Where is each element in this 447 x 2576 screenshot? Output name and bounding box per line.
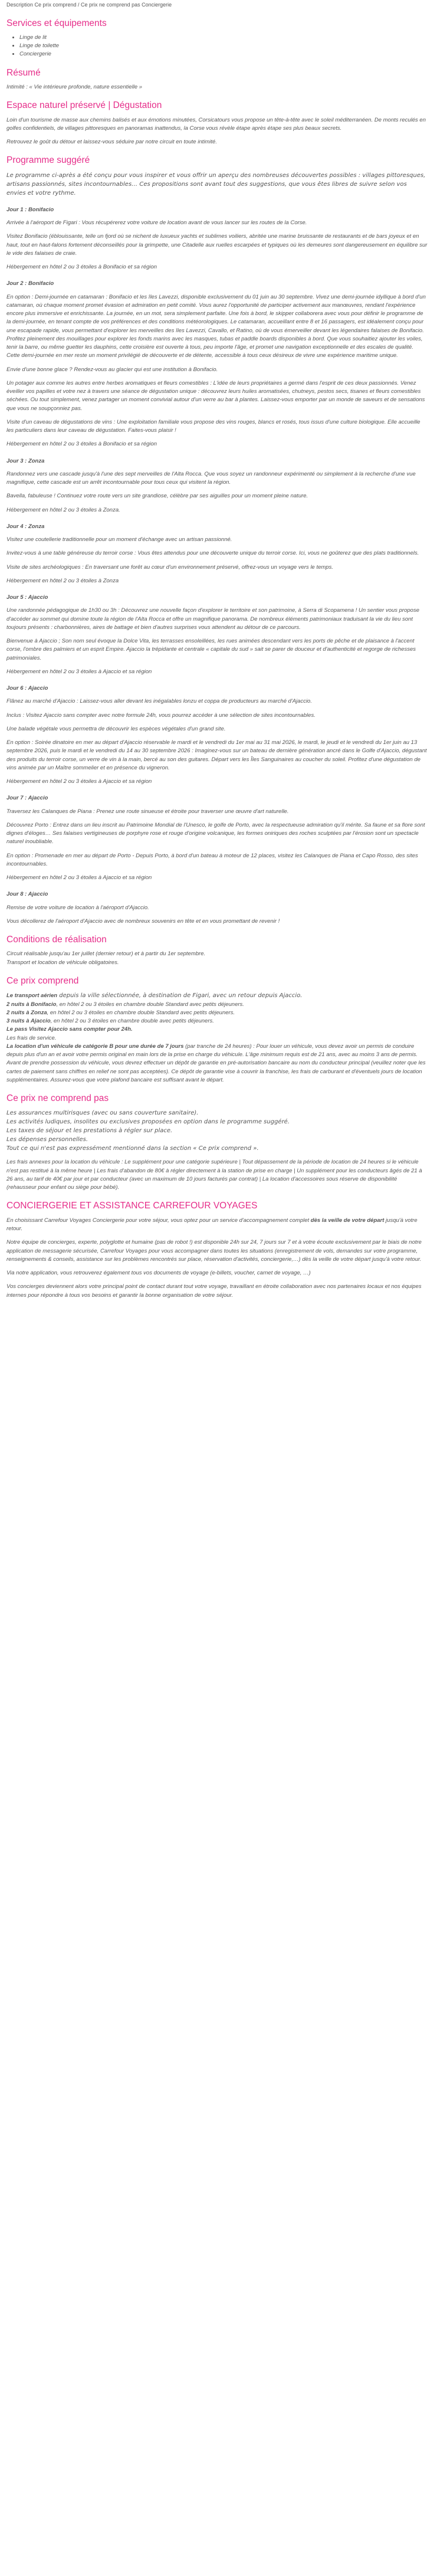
day-paragraph: En option : Demi-journée en catamaran : Bonifacio et les îles Lavezzi, disponible exclusivement du 01 juin au 30 septembre. Vivez une demi-journée idyllique à bord d'un catamaran, où chaque moment promet évasion et admiration en petit comité. Vous aurez l'opportunité de participer activement aux manœuvres, rendant l'expérience encore plus immersive et enrichissante. La journée, en un mot, sera simplement parfaite. Une fois à bord, le skipper collaborera avec vous pour définir le programme de la demi-journée, en tenant compte de vos préférences et des conditions météorologiques. Le catamaran, accueillant entre 8 et 16 passagers, est idéalement conçu pour une escapade rapide, vous permettant d'explorer les merveilles des îles Lavezzi, Cavallo, et Ratino, où de vous émerveiller devant les légendaires falaises de Bonifacio. Profitez pleinement des mouillages pour explorer les fonds marins avec les masques, tubas et paddle boards disponibles à bord. Que vous souhaitiez ajouter les voiles, tenir la barre, ou même guetter les dauphins, cette croisière est ouverte à tous, peu importe l'âge, et promet une navigation exceptionnelle et des escales de qualité. Cette demi-journée en mer reste un moment privilégié de découverte et de détente, accessible à tous ceux désireux de vivre une expérience maritime unique. xyxy=(6,293,426,359)
day-paragraph: Remise de votre voiture de location à l'aéroport d'Ajaccio. xyxy=(6,904,149,911)
day-paragraph: Visite d'un caveau de dégustations de vins : Une exploitation familiale vous propose des vins rouges, blancs et rosés, tous issus d'une culture biologique. Elle accueille les particuliers dans leur caveau de dégustation. Faites-vous plaisir ! xyxy=(6,418,420,434)
conciergerie-text: En choisissant Carrefour Voyages Conciergerie pour votre séjour, vous optez pour un service d'accompagnement complet xyxy=(6,1217,311,1224)
ne-comprend-list xyxy=(6,1109,428,1153)
list-item: • Conciergerie xyxy=(19,50,428,58)
day-paragraph: En option : Soirée dinatoire en mer au départ d'Ajaccio réservable le mardi et le vendredi du 1er mai au 31 mai 2026, le mardi, le jeudi et le vendredi du 1er juin au 13 septembre 2026, puis le mardi et le vendredi du 14 au 30 septembre 2026 : Imaginez-vous sur un bateau de dernière génération ancré dans le Golfe d'Ajaccio, dégustant des produits du terroir corse, un verre de vin à la main, bercé au son des guitares. Départ vers les Îles Sanguinaires au coucher du soleil. Profitez d'une dégustation de vins animée par un Maître sommelier et en présence du vigneron. xyxy=(6,739,427,771)
day-paragraph: Hébergement en hôtel 2 ou 3 étoiles à Ajaccio et sa région xyxy=(6,778,152,785)
transport-label: Le transport aérien xyxy=(6,992,58,999)
day-paragraph: Hébergement en hôtel 2 ou 3 étoiles à Zonza xyxy=(6,577,119,584)
list-item: Tout ce qui n'est pas expressément mentionné dans la section « Ce prix comprend ». xyxy=(6,1145,259,1152)
day-paragraph: Une randonnée pédagogique de 1h30 ou 3h : Découvrez une nouvelle façon d'explorer le territoire et son patrimoine, à Serra di Scopamena ! Un sentier vous propose d'accéder au sommet qui domine toute la région de l'Alta Rocca et offre un magnifique panorama. De nombreux éléments patrimoniaux traduisant la vie du lieu sont toujours présents : charbonnières, aires de battage et bien d'autres surprises vous attendent au détour de ce parcours. xyxy=(6,607,419,631)
resume-text: Intimité : « Vie intérieure profonde, nature essentielle » xyxy=(6,84,143,90)
day-paragraph: Hébergement en hôtel 2 ou 3 étoiles à Bonifacio et sa région xyxy=(6,264,157,270)
day-title: Jour 3 : Zonza xyxy=(6,457,45,464)
day-title: Jour 7 : Ajaccio xyxy=(6,795,48,802)
day-paragraph: Vous décollerez de l'aéroport d'Ajaccio avec de nombreux souvenirs en tête et en vous promettant de revenir ! xyxy=(6,917,280,925)
day-paragraph: Visitez Bonifacio (éblouissante, telle un fjord où se nichent de luxueux yachts et sublimes voiliers, abritée une marine bruissante de restaurants et de bars joyeux et en haut, tout en haut-falons fortement déconseillés pour la grimpette, une Citadelle aux ruelles escarpées et typiques où les demeures sont dangereusement en équilibre sur le vide des falaises de craie. xyxy=(6,233,428,257)
day-paragraph: Randonnez vers une cascade jusqu'à l'une des sept merveilles de l'Alta Rocca. Que vous soyez un randonneur expérimenté ou simplement à la recherche d'une vue magnifique, cette cascade est un arrêt incontournable pour tous ceux qui visitent la région. xyxy=(6,470,416,486)
days-container xyxy=(6,206,428,926)
day-title: Jour 1 : Bonifacio xyxy=(6,206,54,213)
breadcrumb: Description Ce prix comprend / Ce prix ne comprend pas Conciergerie xyxy=(6,2,172,8)
comprend-title: Ce prix comprend xyxy=(6,975,79,986)
comprend-list xyxy=(6,991,428,1084)
stay-label: 2 nuits à Zonza xyxy=(6,1009,47,1016)
day-title: Jour 5 : Ajaccio xyxy=(6,594,48,601)
espace-paragraph: Loin d'un tourisme de masse aux chemins balisés et aux émotions minutées, Corsicatours vous propose un tête-à-tête avec le soleil méditerranéen. De monts reculés en golfes confidentiels, de villages pittoresques en panoramas inattendus, la Corse vous révèle étape après étape ses plus beaux secrets. xyxy=(6,116,426,132)
conditions-line: Circuit réalisable jusqu'au 1er juillet (dernier retour) et à partir du 1er septembre. xyxy=(6,951,206,958)
fees-text: Les frais annexes pour la location du véhicule : Le supplément pour une catégorie supérieure | Tout dépassement de la période de location de 24 heures si le véhicule n'est pas restitué à la même heure | Les frais d'abandon de 80€ à régler directement à la station de prise en charge | Un supplément pour les conducteurs âgés de 21 à 26 ans, au tarif de 40€ par jour et par conducteur (avec un maximum de 10 jours facturés par contrat) | La location d'accessoires sous réserve de disponibilité (rehausseur pour enfant ou siège pour bébé). xyxy=(6,1159,422,1191)
conditions-line: Transport et location de véhicule obligatoires. xyxy=(6,959,119,966)
location-text: (par tranche de 24 heures) : Pour louer un véhicule, vous devez avoir un permis de conduire depuis plus d'un an et avoir votre permis original en main lors de la prise en charge du véhicule. L'âge minimum requis est de 21 ans, avec au moins 3 ans de permis. Avant de prendre possession du véhicule, vous devrez effectuer un dépôt de garantie en pré-autorisation bancaire au nom du conducteur principal (veuillez noter que les cartes de paiement sans chiffres en relief ne sont pas acceptées). Ce dépôt de garantie vise à couvrir la franchise, les frais de carburant et d'éventuels jours de location supplémentaires. Assurez-vous que votre plafond bancaire est suffisant avant le départ. xyxy=(6,1043,426,1083)
services-list xyxy=(6,34,428,59)
page xyxy=(0,1,434,1317)
day-paragraph: Bienvenue à Ajaccio ; Son nom seul évoque la Dolce Vita, les terrasses ensoleillées, les rues animées descendant vers les ports de pêche et de plaisance à l'accent corse, l'ombre des palmiers et un esprit Empire. Ajaccio la trépidante et centrale « capitale du sud » sait se parer de douceur et d'authenticité et regorge de richesses patrimoniales. xyxy=(6,638,416,661)
day-paragraph: Visitez une coutellerie traditionnelle pour un moment d'échange avec un artisan passionné. xyxy=(6,536,232,543)
conciergerie-paragraph xyxy=(6,1217,428,1234)
pass-label: Le pass Visitez Ajaccio sans compter pour 24h. xyxy=(6,1026,133,1033)
list-item: Les dépenses personnelles. xyxy=(6,1136,88,1143)
conciergerie-paragraph: Vos concierges deviennent alors votre principal point de contact durant tout votre voyage, travaillant en étroite collaboration avec nos partenaires locaux et nos équipes internes pour répondre à tous vos besoins et garantir la bonne organisation de votre séjour. xyxy=(6,1283,422,1299)
day-title: Jour 2 : Bonifacio xyxy=(6,280,54,287)
list-item: Les assurances multirisques (avec ou sans couverture sanitaire). xyxy=(6,1110,199,1117)
resume-title: Résumé xyxy=(6,67,41,78)
day-paragraph: Hébergement en hôtel 2 ou 3 étoiles à Bonifacio et sa région xyxy=(6,441,157,448)
transport-text: depuis la ville sélectionnée, à destination de Figari, avec un retour depuis Ajaccio. xyxy=(57,992,303,999)
stay-text: , en hôtel 2 ou 3 étoiles en chambre double Standard avec petits déjeuners. xyxy=(56,1001,244,1008)
day-paragraph: Traversez les Calanques de Piana : Prenez une route sinueuse et étroite pour traverser une œuvre d'art naturelle. xyxy=(6,808,289,815)
day-paragraph: Flânez au marché d'Ajaccio : Laissez-vous aller devant les inégalables lonzu et coppa de producteurs au marché d'Ajaccio. xyxy=(6,698,312,705)
day-title: Jour 4 : Zonza xyxy=(6,523,45,530)
day-paragraph: Arrivée à l'aéroport de Figari : Vous récupérerez votre voiture de location avant de vous lancer sur les routes de la Corse. xyxy=(6,219,307,226)
list-item: Les activités ludiques, insolites ou exclusives proposées en option dans le programme suggéré. xyxy=(6,1119,290,1126)
programme-intro: Le programme ci-après a été conçu pour vous inspirer et vous offrir un aperçu des nombreuses découvertes possibles : villages pittoresques, artisans passionnés, sites incontournables… Ces propositions sont avant tout des suggestions, que vous êtes libres de suivre selon vos envies et votre rythme. xyxy=(6,172,426,196)
day-paragraph: Un potager aux comme les autres entre herbes aromatiques et fleurs comestibles : L'idée de leurs propriétaires a germé dans l'esprit de ces deux passionnés. Venez éveiller vos papilles et votre nez à travers une séance de dégustation unique : découvrez leurs huiles aromatisées, chutneys, pestos secs, tisanes et fleurs comestibles séchées. Ou tout simplement, venez partager un moment convivial autour d'un verre au bar à plantes. Laissez-vous emporter par un monde de saveurs et de sensations que vous ne soupçonniez pas. xyxy=(6,379,425,412)
taxes-label: Les frais de service. xyxy=(6,1034,57,1041)
espace-title: Espace naturel préservé | Dégustation xyxy=(6,100,162,111)
day-paragraph: Hébergement en hôtel 2 ou 3 étoiles à Zonza. xyxy=(6,506,120,513)
espace-paragraph: Retrouvez le goût du détour et laissez-vous séduire par notre circuit en toute intimité. xyxy=(6,139,217,146)
day-paragraph: Inclus : Visitez Ajaccio sans compter avec notre formule 24h, vous pourrez accéder à une sélection de sites incontournables. xyxy=(6,712,315,719)
conciergerie-title: CONCIERGERIE ET ASSISTANCE CARREFOUR VOYAGES xyxy=(6,1201,258,1211)
day-paragraph: En option : Promenade en mer au départ de Porto - Depuis Porto, à bord d'un bateau à moteur de 12 places, visitez les Calanques de Piana et Capo Rosso, des sites incontournables. xyxy=(6,852,418,867)
conciergerie-paragraph: Via notre application, vous retrouverez également tous vos documents de voyage (e-billets, voucher, carnet de voyage, …) xyxy=(6,1270,311,1276)
location-label: La location d'un véhicule de catégorie B pour une durée de 7 jours xyxy=(6,1043,184,1050)
day-paragraph: Envie d'une bonne glace ? Rendez-vous au glacier qui est une institution à Bonifacio. xyxy=(6,366,218,373)
list-item: • Linge de lit xyxy=(19,34,428,42)
programme-title: Programme suggéré xyxy=(6,155,90,166)
stay-label: 3 nuits à Ajaccio xyxy=(6,1018,51,1024)
day-paragraph: Hébergement en hôtel 2 ou 3 étoiles à Ajaccio et sa région xyxy=(6,668,152,675)
day-paragraph: Visite de sites archéologiques : En traversant une forêt au cœur d'un environnement préservé, offrez-vous un voyage vers le temps. xyxy=(6,563,333,571)
stay-label: 2 nuits à Bonifacio xyxy=(6,1001,57,1008)
conditions-text xyxy=(6,950,428,967)
ne-comprend-title: Ce prix ne comprend pas xyxy=(6,1093,109,1103)
day-paragraph: Une balade végétale vous permettra de découvrir les espèces végétales d'un grand site. xyxy=(6,725,226,732)
conciergerie-highlight: dès la veille de votre départ xyxy=(310,1217,384,1224)
day-paragraph: Invitez-vous à une table généreuse du terroir corse : Vous êtes attendus pour une découverte unique du terroir corse. Ici, vous ne goûterez que des plats traditionnels. xyxy=(6,550,419,557)
day-title: Jour 6 : Ajaccio xyxy=(6,685,48,691)
list-item: Les taxes de séjour et les prestations à régler sur place. xyxy=(6,1128,173,1135)
conciergerie-text: jusqu'à votre retour. xyxy=(6,1217,418,1232)
day-paragraph: Hébergement en hôtel 2 ou 3 étoiles à Ajaccio et sa région xyxy=(6,874,152,881)
conditions-title: Conditions de réalisation xyxy=(6,935,107,945)
day-paragraph: Découvrez Porto : Entrez dans un lieu inscrit au Patrimoine Mondial de l'Unesco, le golfe de Porto, avec la respectueuse admiration qu'il mérite. Sa faune et sa flore sont dignes d'éloges… Ses falaises vertigineuses de porphyre rose et rouge d'origine volcanique, les formes oniriques des roches sculptées par l'érosion sont un spectacle naturel inoubliable. xyxy=(6,821,425,845)
stay-text: , en hôtel 2 ou 3 étoiles en chambre double avec petits déjeuners. xyxy=(50,1018,214,1024)
day-paragraph: Bavella, fabuleuse ! Continuez votre route vers un site grandiose, célèbre par ses aiguilles pour un moment pleine nature. xyxy=(6,493,308,500)
services-title: Services et équipements xyxy=(6,18,107,28)
day-title: Jour 8 : Ajaccio xyxy=(6,891,48,898)
list-item: • Linge de toilette xyxy=(19,42,428,50)
stay-text: , en hôtel 2 ou 3 étoiles en chambre double Standard avec petits déjeuners. xyxy=(47,1009,235,1016)
conciergerie-paragraph: Notre équipe de concierges, experte, polyglotte et humaine (pas de robot !) est disponible 24h sur 24, 7 jours sur 7 et à votre écoute exclusivement par le biais de notre application de messagerie sécurisée, Carrefour Voyages pour vous accompagner dans toutes les situations (enregistrement de vols, demandes sur votre programme, renseignements & conseils, assistance sur les problèmes rencontrés sur place, réservation d'activités, conciergerie,…) dès la veille de votre départ jusqu'à votre retour. xyxy=(6,1239,422,1263)
